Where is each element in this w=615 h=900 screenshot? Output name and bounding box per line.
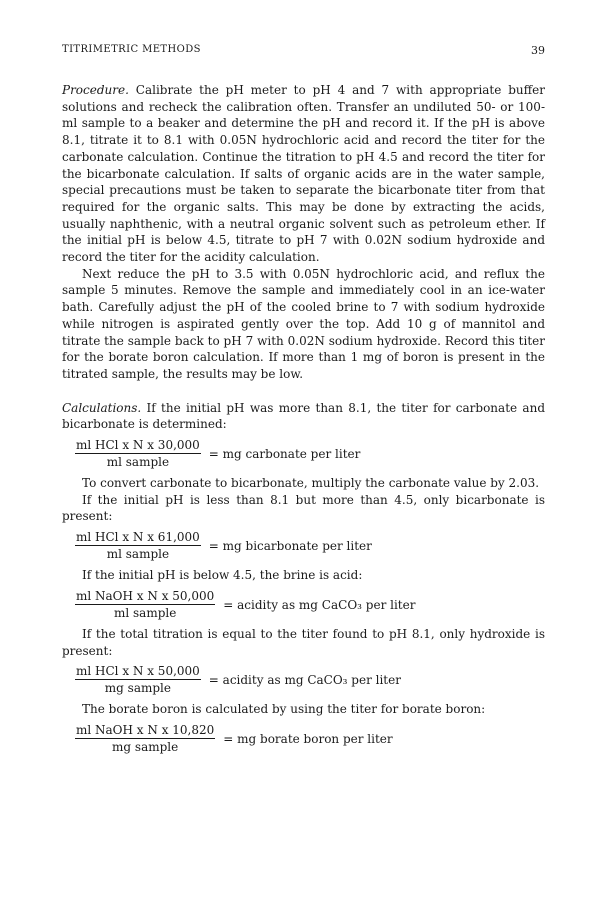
formula-denominator: mg sample xyxy=(104,681,171,696)
text-hydroxide-condition: If the total titration is equal to the titer found to pH 8.1, only hydroxide is present: xyxy=(62,626,545,658)
formula-numerator: ml HCl x N x 61,000 xyxy=(76,530,200,545)
page-body xyxy=(62,82,545,760)
formula-acidity xyxy=(75,589,545,621)
formula-result: = mg bicarbonate per liter xyxy=(208,538,372,553)
formula-numerator: ml NaOH x N x 10,820 xyxy=(76,722,215,737)
formula-result: = mg carbonate per liter xyxy=(208,446,361,461)
running-head: TITRIMETRIC METHODS xyxy=(62,44,201,55)
formula-denominator: ml sample xyxy=(106,547,170,562)
formula-carbonate xyxy=(75,438,545,470)
formula-bicarbonate xyxy=(75,530,545,562)
formula-denominator: ml sample xyxy=(106,455,170,470)
formula-numerator: ml NaOH x N x 50,000 xyxy=(76,588,215,603)
formula-result: = mg borate boron per liter xyxy=(223,731,393,746)
procedure-text: Calibrate the pH meter to pH 4 and 7 with appropriate buffer solutions and recheck the calibration often. Transfer an undiluted 50- or 100-ml sample to a beaker and determine the pH and record it. If the pH is above 8.1, titrate it to 8.1 with 0.05N hydrochloric acid and record the titer for the carbonate calculation. Continue the titration to pH 4.5 and record the titer for the bicarbonate calculation. If salts of organic acids are in the water sample, special precautions must be taken to separate the bicarbonate titer from that required for the organic salts. This may be done by extracting the acids, usually naphthenic, with a neutral organic solvent such as petroleum ether. If the initial pH is below 4.5, titrate to pH 7 with 0.02N sodium hydroxide and record the titer for the acidity calculation. xyxy=(62,83,545,265)
calculations-paragraph xyxy=(62,400,545,433)
page-header xyxy=(62,44,545,60)
text-acid-condition: If the initial pH is below 4.5, the brine is acid: xyxy=(82,568,363,583)
text-borate: The borate boron is calculated by using the titer for borate boron: xyxy=(82,702,486,717)
procedure-paragraph-2: Next reduce the pH to 3.5 with 0.05N hydrochloric acid, and reflux the sample 5 minutes. Remove the sample and immediately cool in an ice-water bath. Carefully adjust the pH of the cooled brine to 7 with sodium hydroxide while nitrogen is aspirated gently over the top. Add 10 g of mannitol and titrate the sample back to pH 7 with 0.02N sodium hydroxide. Record this titer for the borate boron calculation. If more than 1 mg of boron is present in the titrated sample, the results may be low. xyxy=(62,266,545,381)
formula-result: = acidity as mg CaCO₃ per liter xyxy=(208,672,401,687)
formula-numerator: ml HCl x N x 30,000 xyxy=(76,438,200,453)
text-bicarbonate-condition: If the initial pH is less than 8.1 but more than 4.5, only bicarbonate is present: xyxy=(62,492,545,524)
calculations-intro: If the initial pH was more than 8.1, the titer for carbonate and bicarbonate is determined: xyxy=(62,400,545,432)
formula-hydroxide xyxy=(75,664,545,696)
procedure-paragraph xyxy=(62,82,545,266)
formula-numerator: ml HCl x N x 50,000 xyxy=(76,664,200,679)
calculations-heading: Calculations. xyxy=(62,400,142,415)
formula-borate-boron xyxy=(75,723,545,755)
formula-denominator: ml sample xyxy=(113,605,177,620)
procedure-heading: Procedure. xyxy=(62,83,129,97)
page-number: 39 xyxy=(531,44,545,57)
text-convert: To convert carbonate to bicarbonate, multiply the carbonate value by 2.03. xyxy=(82,476,540,491)
formula-result: = acidity as mg CaCO₃ per liter xyxy=(223,597,416,612)
formula-denominator: mg sample xyxy=(112,739,179,754)
